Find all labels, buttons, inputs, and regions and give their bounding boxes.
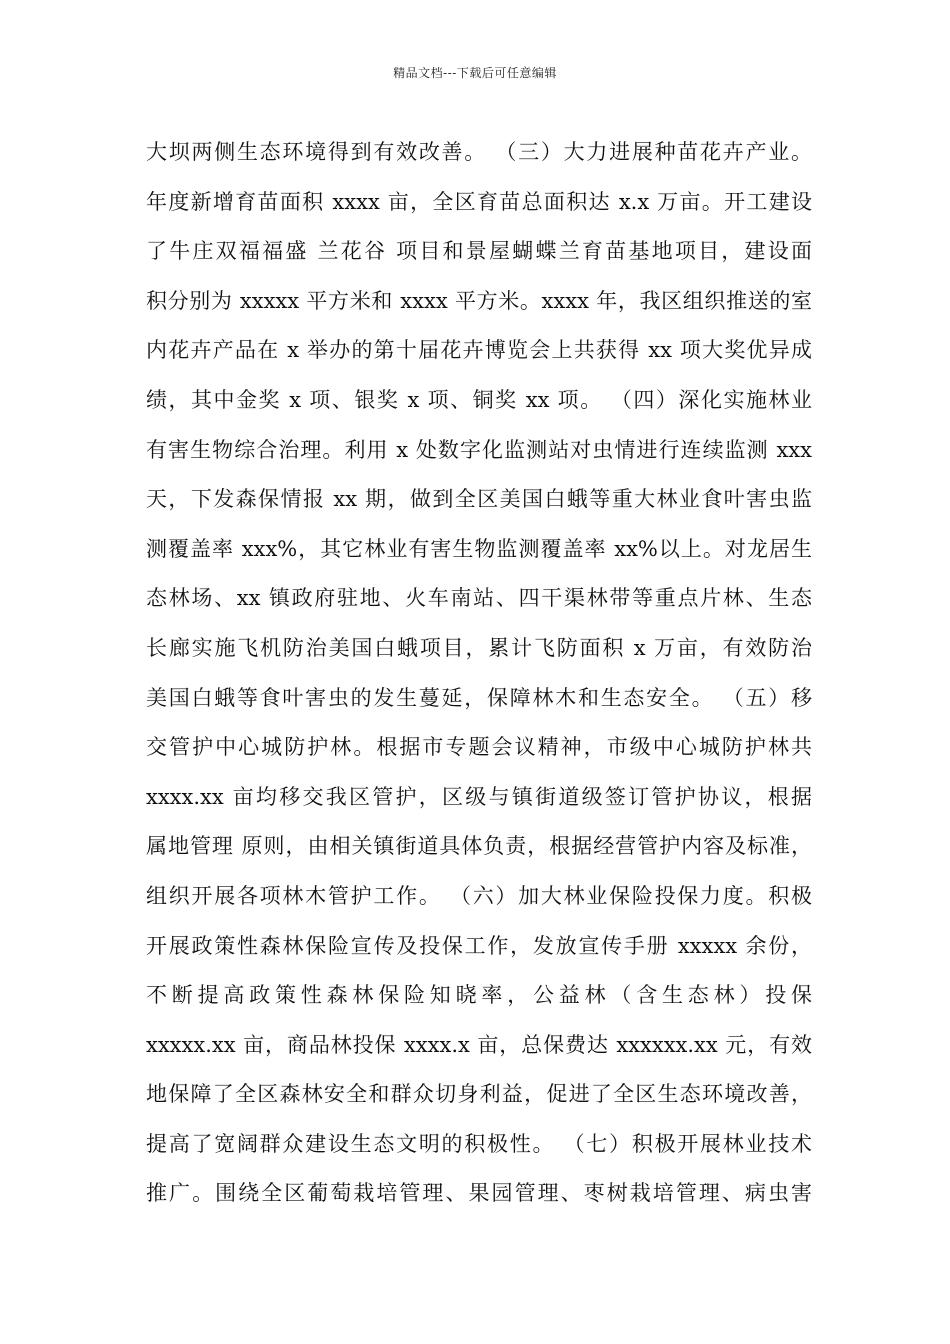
body-line: 态林场、xx 镇政府驻地、火车南站、四干渠林带等重点片林、生态	[146, 586, 812, 611]
body-line: 了牛庄双福福盛 兰花谷 项目和景屋蝴蝶兰育苗基地项目，建设面	[146, 239, 812, 264]
body-line: xxxxx.xx 亩，商品林投保 xxxx.x 亩，总保费达 xxxxxx.xx 元，有效	[146, 1032, 812, 1057]
body-line: 内花卉产品在 x 举办的第十届花卉博览会上共获得 xx 项大奖优异成	[146, 338, 812, 363]
page-header: 精品文档---下载后可任意编辑	[393, 66, 557, 80]
body-line: 不断提高政策性森林保险知晓率，公益林（含生态林）投保	[146, 983, 812, 1008]
body-line: 有害生物综合治理。利用 x 处数字化监测站对虫情进行连续监测 xxx	[146, 437, 812, 462]
body-line: 提高了宽阔群众建设生态文明的积极性。 （七）积极开展林业技术	[146, 1131, 812, 1156]
body-line: 大坝两侧生态环境得到有效改善。 （三）大力进展种苗花卉产业。	[146, 140, 812, 164]
body-line: 组织开展各项林木管护工作。 （六）加大林业保险投保力度。积极	[146, 883, 812, 908]
body-line: 绩，其中金奖 x 项、银奖 x 项、铜奖 xx 项。 （四）深化实施林业	[146, 387, 812, 412]
body-line: 年度新增育苗面积 xxxx 亩，全区育苗总面积达 x.x 万亩。开工建设	[146, 189, 812, 214]
body-line: 测覆盖率 xxx%，其它林业有害生物监测覆盖率 xx%以上。对龙居生	[146, 536, 812, 561]
document-body	[146, 128, 812, 1219]
body-line: 积分别为 xxxxx 平方米和 xxxx 平方米。xxxx 年，我区组织推送的室	[146, 288, 812, 313]
body-line: 属地管理 原则，由相关镇街道具体负责，根据经营管护内容及标准，	[146, 834, 812, 859]
body-line: 地保障了全区森林安全和群众切身利益，促进了全区生态环境改善，	[146, 1082, 812, 1107]
body-line: 美国白蛾等食叶害虫的发生蔓延，保障林木和生态安全。 （五）移	[146, 685, 812, 710]
body-line: 推广。围绕全区葡萄栽培管理、果园管理、枣树栽培管理、病虫害	[146, 1181, 812, 1206]
body-line: 天，下发森保情报 xx 期，做到全区美国白蛾等重大林业食叶害虫监	[146, 487, 812, 512]
body-line: xxxx.xx 亩均移交我区管护，区级与镇街道级签订管护协议，根据	[146, 784, 812, 809]
body-line: 长廊实施飞机防治美国白蛾项目，累计飞防面积 x 万亩，有效防治	[146, 635, 812, 660]
body-line: 开展政策性森林保险宣传及投保工作，发放宣传手册 xxxxx 余份，	[146, 933, 812, 958]
body-line: 交管护中心城防护林。根据市专题会议精神，市级中心城防护林共	[146, 735, 812, 760]
